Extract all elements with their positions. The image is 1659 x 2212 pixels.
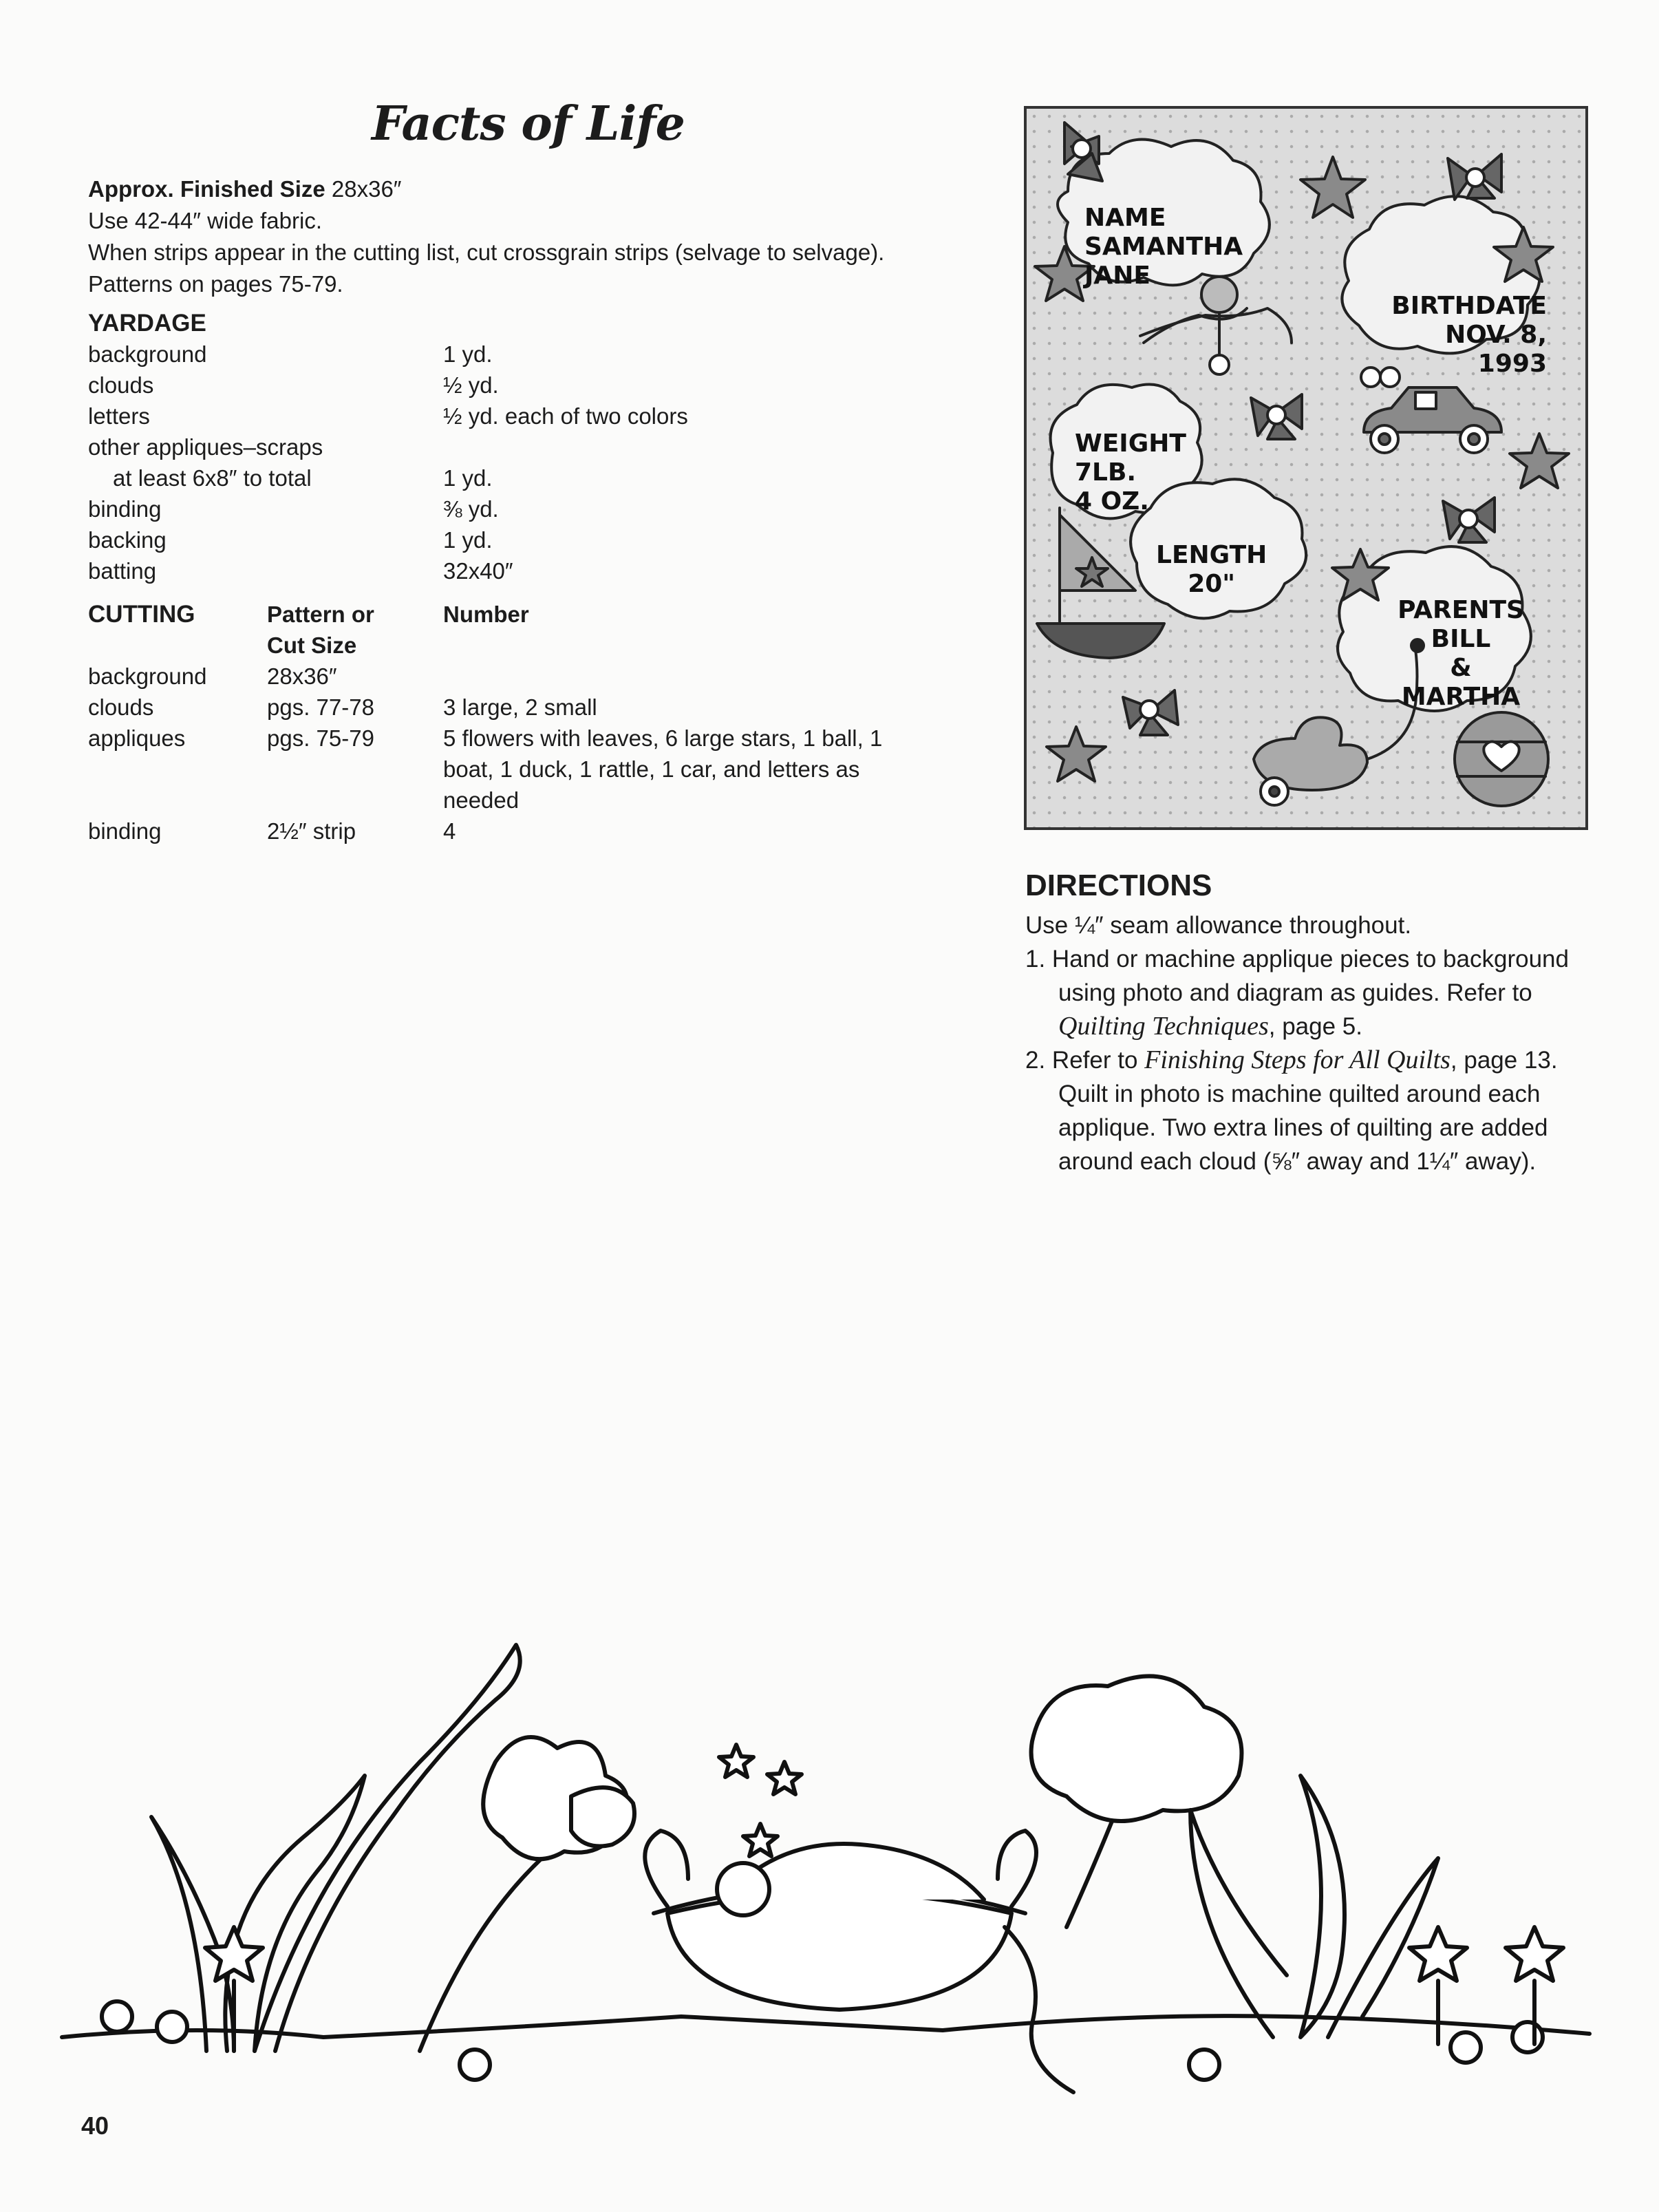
cutting-size: pgs. 77-78: [267, 694, 374, 720]
ball-shape: [1455, 712, 1548, 806]
flower-shape: [1448, 154, 1501, 200]
step-1-reference: Quilting Techniques: [1058, 1012, 1269, 1041]
decorative-garden-illustration: [48, 1624, 1617, 2147]
cutting-row: [88, 816, 928, 847]
yardage-item: clouds: [88, 372, 154, 398]
ribbon-shape: [1144, 308, 1247, 343]
cutting-col-size-heading-line1: Pattern or: [267, 602, 374, 627]
yardage-amount: ½ yd.: [443, 372, 499, 398]
cloud-birthdate-text: BIRTHDATE NOV. 8, 1993: [1391, 292, 1547, 378]
yardage-row: [88, 401, 688, 432]
car-shape: [1361, 368, 1501, 453]
yardage-amount: ⅜ yd.: [443, 496, 499, 522]
small-flower: [157, 2012, 187, 2042]
sparkle-star: [743, 1824, 778, 1856]
directions-body: [1025, 908, 1590, 1178]
step-2-text: 2. Refer to: [1025, 1047, 1145, 1074]
yardage-list: [88, 308, 688, 586]
yardage-amount: 32x40″: [443, 558, 513, 584]
flower-shape: [1443, 498, 1495, 542]
leaf-shape: [225, 1776, 365, 2051]
directions-step-2: [1025, 1043, 1590, 1178]
small-flower: [102, 2001, 132, 2032]
basket-shape: [667, 1893, 1012, 2010]
ground-line: [62, 2016, 1590, 2037]
cutting-item: binding: [88, 818, 162, 844]
cutting-number: 5 flowers with leaves, 6 large stars, 1 ball, 1 boat, 1 duck, 1 rattle, 1 car, and letters as needed: [443, 725, 883, 813]
star-wand: [1409, 1927, 1467, 1981]
yardage-row: [88, 524, 493, 555]
star-shape: [1510, 434, 1569, 488]
star-wand: [1506, 1927, 1563, 1981]
yardage-heading: YARDAGE: [88, 310, 206, 337]
yardage-row: [88, 493, 499, 524]
yardage-amount: 1 yd.: [443, 341, 493, 367]
cutting-item: background: [88, 663, 207, 689]
daffodil-stem: [420, 1844, 557, 2051]
intro-block: [88, 173, 983, 300]
step-2-text-end: , page 13. Quilt in photo is machine quilted around each applique. Two extra lines of quilting are added around each cloud (⅝″ away and 1¼″ away).: [1058, 1047, 1558, 1175]
cloud-length-text: LENGTH 20": [1156, 541, 1267, 598]
cutting-item: appliques: [88, 725, 186, 751]
flower-shape: [1064, 123, 1102, 181]
yardage-row: [88, 555, 513, 586]
cutting-number: 3 large, 2 small: [443, 694, 597, 720]
cutting-col-number-heading: Number: [443, 602, 529, 627]
yardage-item: batting: [88, 558, 157, 584]
step-1-text: 1. Hand or machine applique pieces to background using photo and diagram as guides. Refer to: [1025, 946, 1569, 1006]
yardage-amount: ½ yd. each of two colors: [443, 403, 688, 429]
yardage-row: [88, 432, 323, 462]
yardage-item: other appliques–scraps: [88, 434, 323, 460]
finished-size: [88, 173, 983, 205]
star-shape: [1047, 727, 1106, 781]
cutting-row: [88, 661, 928, 692]
yardage-row: [88, 462, 493, 493]
patterns-note: Patterns on pages 75-79.: [88, 271, 343, 297]
yardage-row: [88, 339, 493, 370]
cutting-item: clouds: [88, 694, 154, 720]
yardage-item: background: [88, 341, 207, 367]
cutting-table: [88, 599, 928, 847]
cutting-row: [88, 723, 928, 816]
cutting-size: 2½″ strip: [267, 818, 356, 844]
fabric-note: Use 42-44″ wide fabric.: [88, 208, 323, 233]
step-2-reference: Finishing Steps for All Quilts: [1144, 1045, 1451, 1074]
leaf-shape: [1301, 1776, 1345, 2037]
cutting-number: 4: [443, 818, 456, 844]
yardage-row: [88, 370, 499, 401]
cutting-row: [88, 692, 928, 723]
small-flower: [1451, 2032, 1481, 2063]
finished-size-value: 28x36″: [331, 176, 402, 202]
strips-note: When strips appear in the cutting list, cut crossgrain strips (selvage to selvage).: [88, 240, 885, 265]
small-flower: [1512, 2022, 1543, 2052]
yardage-item: letters: [88, 403, 150, 429]
yardage-item: binding: [88, 496, 162, 522]
yardage-item: backing: [88, 527, 167, 553]
rattle-ring: [1210, 355, 1229, 374]
cutting-header: [88, 599, 928, 661]
cloud-parents-text: PARENTS BILL & MARTHA: [1398, 596, 1524, 711]
leaf-shape: [1190, 1810, 1287, 2037]
cloud-weight-text: WEIGHT 7LB. 4 OZ.: [1075, 429, 1186, 515]
cutting-col-size-heading-line2: Cut Size: [267, 632, 357, 658]
cutting-heading: CUTTING: [88, 601, 195, 628]
flower-shape: [1251, 394, 1302, 439]
directions-intro: Use ¼″ seam allowance throughout.: [1025, 912, 1412, 939]
finished-size-label: Approx. Finished Size: [88, 176, 325, 202]
quilt-diagram: [1024, 106, 1588, 830]
daffodil-trumpet: [571, 1787, 634, 1846]
cutting-size: pgs. 75-79: [267, 725, 374, 751]
yardage-amount: 1 yd.: [443, 465, 493, 491]
cutting-size: 28x36″: [267, 663, 337, 689]
leaf-shape: [255, 1645, 520, 2051]
directions-heading: DIRECTIONS: [1025, 869, 1212, 902]
small-flower: [1189, 2050, 1219, 2080]
cutting-col-size-heading: [267, 599, 374, 661]
step-1-text-end: , page 5.: [1268, 1013, 1362, 1040]
directions-step-1: [1025, 942, 1590, 1043]
star-shape: [1301, 157, 1365, 217]
page-number: 40: [81, 2112, 109, 2140]
small-flower: [460, 2050, 490, 2080]
baby-head: [717, 1863, 769, 1915]
yardage-amount: 1 yd.: [443, 527, 493, 553]
flower-shape: [1123, 690, 1178, 735]
yardage-item: at least 6x8″ to total: [113, 465, 312, 491]
page-title: Facts of Life: [372, 96, 685, 151]
tulip-head: [1031, 1676, 1242, 1821]
cloud-name-text: NAME SAMANTHA JANE: [1084, 204, 1243, 290]
sparkle-star: [767, 1762, 802, 1794]
sparkle-star: [719, 1745, 753, 1777]
ribbon-shape: [1005, 1927, 1073, 2092]
